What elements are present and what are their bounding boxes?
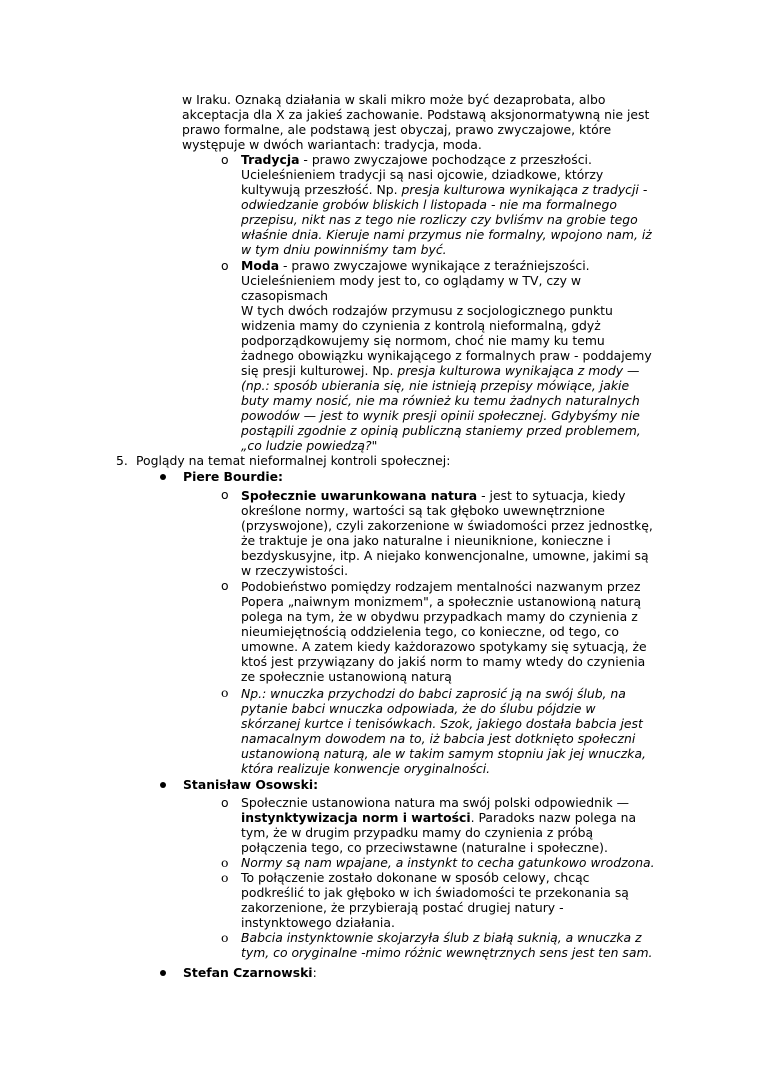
text-line: zakorzenione, że przybierają postać drugiej natury - xyxy=(241,900,564,915)
text-line: W tych dwóch rodzajów przymusu z socjologicznego punktu xyxy=(241,303,613,318)
italic-line: buty mamy nosić, nie ma również ku temu żadnych naturalnych xyxy=(241,393,640,408)
bullet-icon xyxy=(160,474,166,480)
italic-line: postąpili zgodnie z opinią publiczną staniemy przed problemem, xyxy=(241,423,641,438)
term-spolecznie-uwarunkowana-natura: Społecznie uwarunkowana natura xyxy=(241,488,478,503)
colon: : xyxy=(312,965,317,980)
text-line: Popera „naiwnym monizmem", a społecznie ustanowioną naturą xyxy=(241,594,642,609)
intro-line: prawo formalne, ale podstawą jest obyczaj, prawo zwyczajowe, które xyxy=(182,122,612,137)
text-line: widzenia mamy do czynienia z kontrolą nieformalną, gdyż xyxy=(241,318,601,333)
italic-line: ustanowioną naturą, ale w takim samym stopniu jak jej wnuczka, xyxy=(241,746,646,761)
text-line xyxy=(241,152,592,167)
text-line: Ucieleśnieniem mody jest to, co oglądamy w TV, czy w xyxy=(241,273,582,288)
term-instynktywizacja: instynktywizacja norm i wartości xyxy=(241,810,471,825)
italic-line: Babcia instynktownie skojarzyła ślub z białą suknią, a wnuczka z xyxy=(241,930,642,945)
italic-line: w tym dniu powinniśmy tam być. xyxy=(241,242,447,257)
circle-bullet-icon: o xyxy=(221,795,229,810)
circle-bullet-icon: o xyxy=(221,855,229,870)
italic-example: presja kulturowa wynikająca z tradycji - xyxy=(401,182,648,197)
text-line: instynktowego działania. xyxy=(241,915,395,930)
term-moda: Moda xyxy=(241,258,280,273)
text-line xyxy=(241,488,625,503)
text-line: To połączenie zostało dokonane w sposób celowy, chcąc xyxy=(241,870,590,885)
circle-bullet-icon: o xyxy=(221,930,229,945)
text-line: ktoś jest przywiązany do jakiś norm to mamy wtedy do czynienia xyxy=(241,654,646,669)
text-line xyxy=(241,182,647,197)
text-line: określone normy, wartości są tak głęboko uwewnętrznione xyxy=(241,503,605,518)
term-definition: - prawo zwyczajowe pochodzące z przeszłości. xyxy=(299,152,592,167)
italic-line: tym, co oryginalne -mimo różnic wewnętrznych sens jest ten sam. xyxy=(241,945,653,960)
text-line: że traktuje je ona jako naturalne i nieuniknione, konieczne i xyxy=(241,533,611,548)
person-name-text: Stefan Czarnowski xyxy=(183,965,313,980)
text-line: w rzeczywistości. xyxy=(241,563,349,578)
italic-line: Np.: wnuczka przychodzi do babci zaprosić ją na swój ślub, na xyxy=(241,686,626,701)
italic-line: skórzanej kurtce i tenisówkach. Szok, jakiego dostała babcia jest xyxy=(241,716,643,731)
italic-line: która realizuje konwencje oryginalności. xyxy=(241,761,491,776)
text-line xyxy=(241,258,590,273)
text-run: się presji kulturowej. Np. xyxy=(241,363,398,378)
circle-bullet-icon: o xyxy=(221,685,229,700)
term-definition: - prawo zwyczajowe wynikające z teraźniejszości. xyxy=(279,258,590,273)
text-line: podporządkowujemy się normom, choć nie mamy ku temu xyxy=(241,333,605,348)
text-line xyxy=(241,363,639,378)
circle-bullet-icon: o xyxy=(221,258,229,273)
person-name: Piere Bourdie: xyxy=(183,469,283,484)
intro-line: w Iraku. Oznaką działania w skali mikro może być dezaprobata, albo xyxy=(182,92,606,107)
text-run: kultywują przeszłość. Np. xyxy=(241,182,402,197)
text-line: tym, że w drugim przypadku mamy do czynienia z próbą xyxy=(241,825,594,840)
text-line: Społecznie ustanowiona natura ma swój polski odpowiednik — xyxy=(241,795,629,810)
term-definition: - jest to sytuacja, kiedy xyxy=(477,488,626,503)
person-name xyxy=(183,965,317,980)
text-line: żadnego obowiązku wynikającego z formalnych praw - poddajemy xyxy=(241,348,652,363)
bullet-icon xyxy=(160,970,166,976)
text-line xyxy=(241,810,636,825)
intro-line: występuje w dwóch wariantach: tradycja, moda. xyxy=(182,137,482,152)
text-line: Ucieleśnieniem tradycji są nasi ojcowie, dziadkowe, którzy xyxy=(241,167,604,182)
text-line: nieumiejętnością oddzielenia tego, co konieczne, od tego, co xyxy=(241,624,619,639)
person-name: Stanisław Osowski: xyxy=(183,777,319,792)
italic-line: powodów — jest to wynik presji opinii społecznej. Gdybyśmy nie xyxy=(241,408,640,423)
italic-line: pytanie babci wnuczka odpowiada, że do ślubu pójdzie w xyxy=(241,701,596,716)
bullet-icon xyxy=(160,782,166,788)
text-line: polega na tym, że w obydwu przypadkach mamy do czynienia z xyxy=(241,609,638,624)
term-tradycja: Tradycja xyxy=(241,152,300,167)
text-run: . Paradoks nazw polega na xyxy=(470,810,637,825)
list-number: 5. xyxy=(116,453,128,468)
italic-line: (np.: sposób ubierania się, nie istnieją przepisy mówiące, jakie xyxy=(241,378,630,393)
section-title: Poglądy na temat nieformalnej kontroli społecznej: xyxy=(136,453,451,468)
italic-line: Normy są nam wpajane, a instynkt to cecha gatunkowo wrodzona. xyxy=(241,855,655,870)
italic-example: presja kulturowa wynikająca z mody — xyxy=(397,363,640,378)
italic-line: właśnie dnia. Kieruje nami przymus nie formalny, wpojono nam, iż xyxy=(241,227,652,242)
text-line: ze społecznie ustanowioną naturą xyxy=(241,669,452,684)
text-line: Podobieństwo pomiędzy rodzajem mentalności nazwanym przez xyxy=(241,579,641,594)
text-line: (przyswojone), czyli zakorzenione w świadomości przez jednostkę, xyxy=(241,518,653,533)
text-line: umowne. A zatem kiedy każdorazowo spotykamy się sytuacją, że xyxy=(241,639,647,654)
italic-line: przepisu, nikt nas z tego nie rozliczy czy bvliśmv na grobie tego xyxy=(241,212,638,227)
text-line: podkreślić to jak głęboko w ich świadomości te przekonania są xyxy=(241,885,629,900)
circle-bullet-icon: o xyxy=(221,487,229,502)
italic-line: namacalnym dowodem na to, iż babcia jest dotknięto społeczni xyxy=(241,731,636,746)
italic-line: „co ludzie powiedzą?" xyxy=(241,438,378,453)
text-line: bezdyskusyjne, itp. A niejako konwencjonalne, umowne, jakimi są xyxy=(241,548,649,563)
text-line: czasopismach xyxy=(241,288,329,303)
circle-bullet-icon: o xyxy=(221,870,229,885)
intro-line: akceptacja dla X za jakieś zachowanie. Podstawą aksjonormatywną nie jest xyxy=(182,107,650,122)
italic-line: odwiedzanie grobów bliskich l listopada - nie ma formalnego xyxy=(241,197,617,212)
circle-bullet-icon: o xyxy=(221,578,229,593)
circle-bullet-icon: o xyxy=(221,152,229,167)
text-line: połączenia tego, co przeciwstawne (naturalne i społeczne). xyxy=(241,840,608,855)
